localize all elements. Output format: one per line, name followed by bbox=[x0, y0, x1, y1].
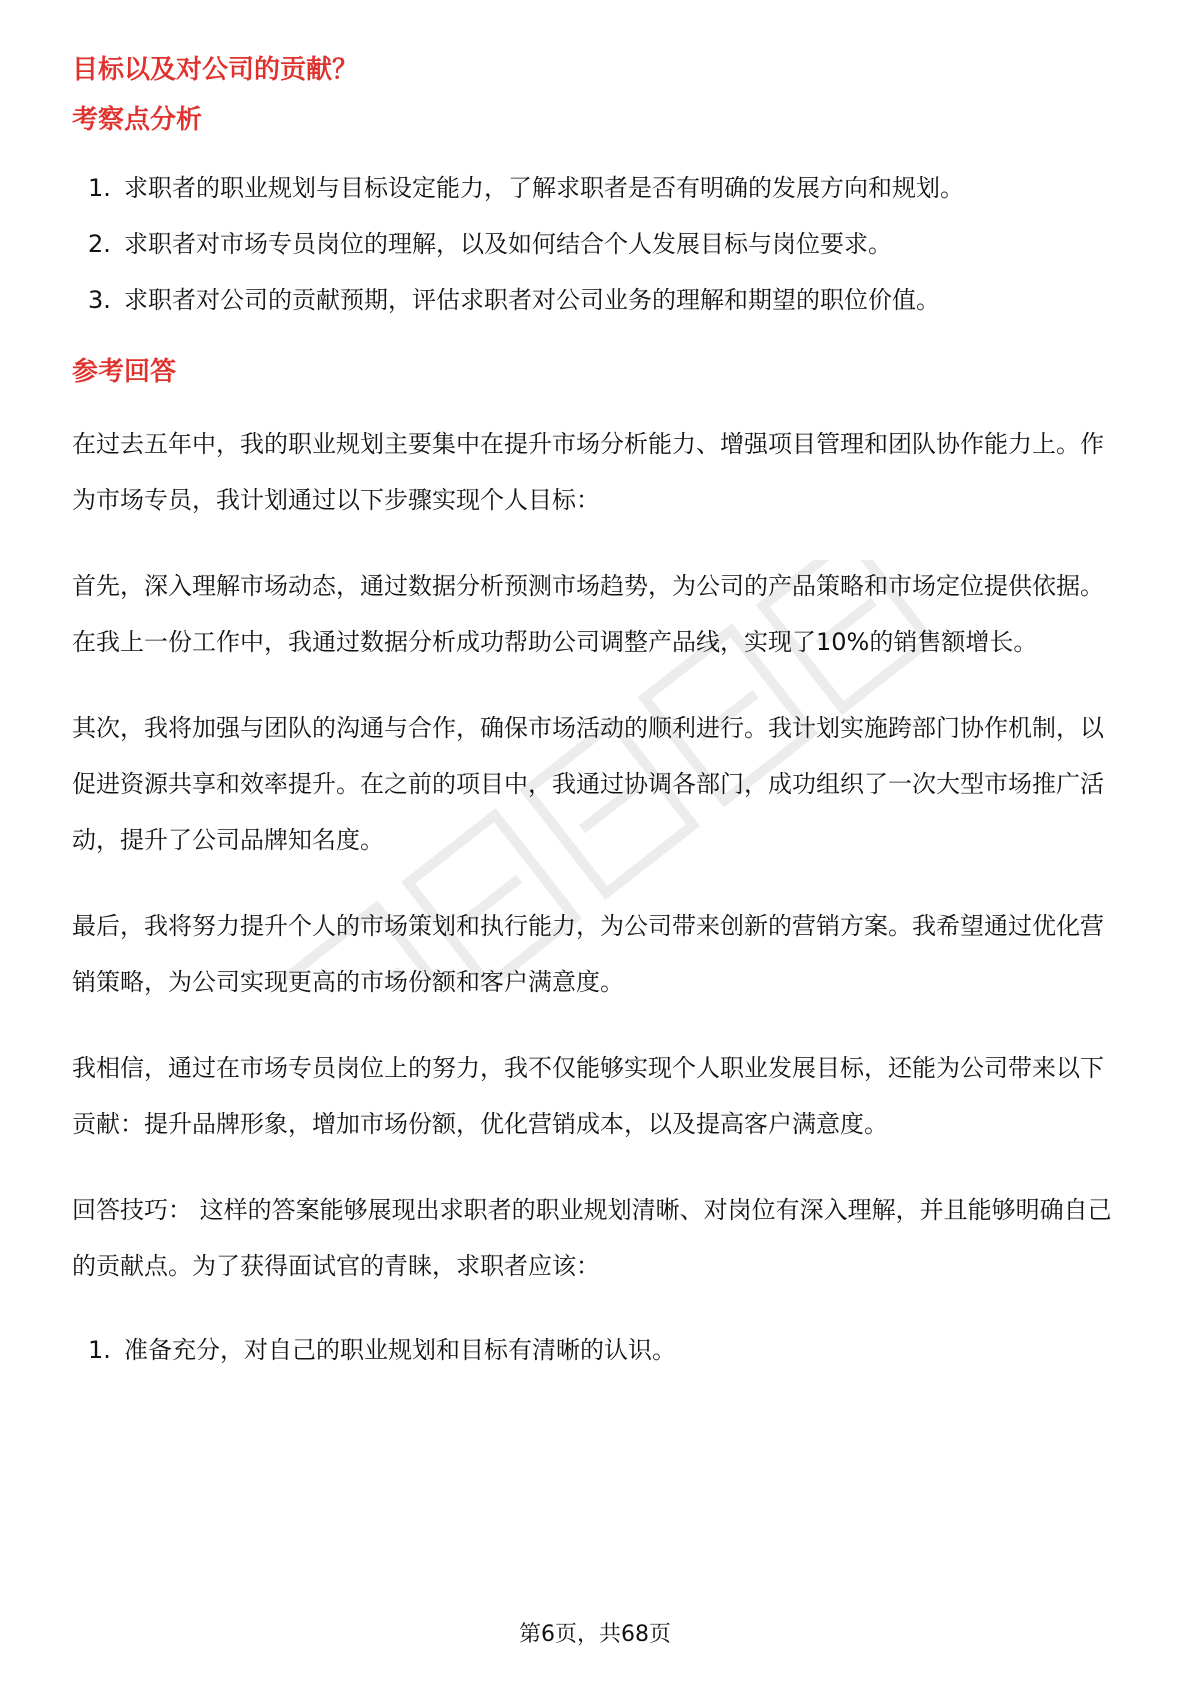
question-heading: 目标以及对公司的贡献？ bbox=[72, 55, 359, 85]
list-text: 求职者对公司的贡献预期，评估求职者对公司业务的理解和期望的职位价值。 bbox=[124, 286, 940, 314]
list-item bbox=[72, 1322, 1122, 1378]
page-footer: 第6页，共68页 bbox=[519, 1622, 671, 1647]
answer-paragraph: 在过去五年中，我的职业规划主要集中在提升市场分析能力、增强项目管理和团队协作能力上。作为市场专员，我计划通过以下步骤实现个人目标： bbox=[72, 430, 1104, 514]
list-number: 2. bbox=[88, 230, 111, 258]
list-text: 准备充分，对自己的职业规划和目标有清晰的认识。 bbox=[124, 1336, 676, 1364]
list-item bbox=[72, 272, 1122, 328]
analysis-list bbox=[72, 160, 1122, 328]
answer-paragraph: 我相信，通过在市场专员岗位上的努力，我不仅能够实现个人职业发展目标，还能为公司带来以下贡献：提升品牌形象，增加市场份额，优化营销成本，以及提高客户满意度。 bbox=[72, 1054, 1104, 1138]
answer-paragraph: 其次，我将加强与团队的沟通与合作，确保市场活动的顺利进行。我计划实施跨部门协作机制，以促进资源共享和效率提升。在之前的项目中，我通过协调各部门，成功组织了一次大型市场推广活动，提升了公司品牌知名度。 bbox=[72, 714, 1104, 854]
answer-paragraph: 最后，我将努力提升个人的市场策划和执行能力，为公司带来创新的营销方案。我希望通过优化营销策略，为公司实现更高的市场份额和客户满意度。 bbox=[72, 912, 1104, 996]
list-text: 求职者对市场专员岗位的理解，以及如何结合个人发展目标与岗位要求。 bbox=[124, 230, 892, 258]
list-number: 3. bbox=[88, 286, 111, 314]
list-number: 1. bbox=[88, 174, 111, 202]
analysis-heading: 考察点分析 bbox=[72, 105, 203, 135]
tips-paragraph: 回答技巧： 这样的答案能够展现出求职者的职业规划清晰、对岗位有深入理解，并且能够明确自己的贡献点。为了获得面试官的青睐，求职者应该： bbox=[72, 1196, 1112, 1280]
tips-list bbox=[72, 1322, 1122, 1378]
list-text: 求职者的职业规划与目标设定能力，了解求职者是否有明确的发展方向和规划。 bbox=[124, 174, 964, 202]
list-number: 1. bbox=[88, 1336, 111, 1364]
list-item bbox=[72, 216, 1122, 272]
list-item bbox=[72, 160, 1122, 216]
answer-heading: 参考回答 bbox=[72, 357, 177, 387]
answer-paragraph: 首先，深入理解市场动态，通过数据分析预测市场趋势，为公司的产品策略和市场定位提供依据。在我上一份工作中，我通过数据分析成功帮助公司调整产品线，实现了10%的销售额增长。 bbox=[72, 572, 1104, 656]
main-content bbox=[72, 48, 1122, 1378]
